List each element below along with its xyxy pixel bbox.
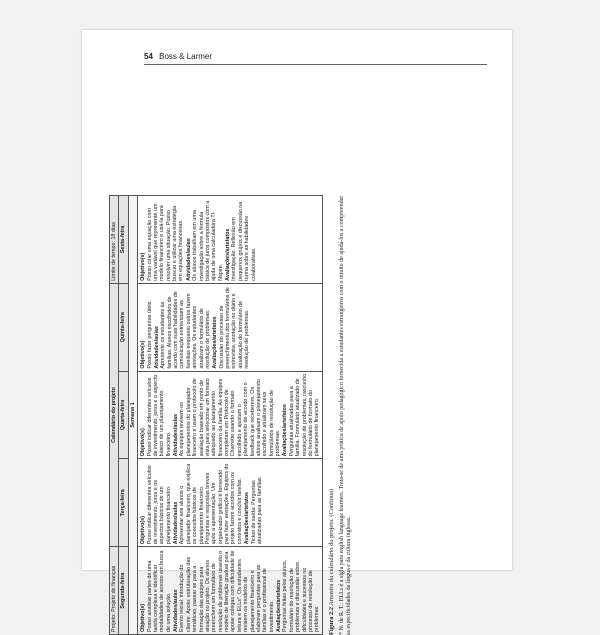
assessments-label: Avaliações/artefatos [282,404,289,457]
figure-caption [328,195,335,635]
day-header: Quarta-feira [119,371,128,459]
objectives-label: Objetivo(s) [140,340,147,369]
activities-label: Atividades/aulas [173,501,179,545]
day-header: Segunda-feira [119,547,128,635]
day-cell-monday [138,547,323,635]
footnote: * N. de R. T.: ELLs é a sigla para english language learners. Trata-se de uma prática de apoio pedagógico fornecida a estudantes estrangeiros com o intuito de ajudá-los a compreender as especificidades da língua e da cultura inglesas. [338,195,353,635]
activities-text: As equipes revisem os planejamentos do planejador financeiro e usam o protocolo de avaliação baseado em ponto de vista para selecionar um formato adequado ao planejamento financeiro da família. As equipes completam um Protocolo de Charrette usando o formato escolhido e ajustam o planejamento de acordo com o feedback que receberem. Os alunos analisam o planejamento escolhido e atualizam seus formulários de resolução de problemas. [179,378,281,457]
figure-caption-text: Amostra do calendário do projeto. (Continua) [327,488,335,606]
day-header: Terça-feira [119,459,128,547]
objectives-text: Posso indicar diferentes veículos de investimento, juros e o aspecto básico de um planejamento financeiro. [146,374,172,457]
week-label: Semana 1 [128,196,137,635]
book-page [82,30,512,635]
assessments-label: Avaliações/artefatos [276,579,282,632]
assessments-label: Avaliações/artefatos [244,491,251,545]
running-header [144,52,212,61]
activities-label: Atividades/aulas [173,589,179,632]
project-calendar-table [109,195,323,635]
objectives-label: Objetivo(s) [140,252,147,281]
objectives-text: Posso fazer perguntas úteis. [146,300,153,369]
day-cell-wednesday [138,371,323,459]
day-cell-thursday [138,283,323,371]
activities-label: Atividades/aulas [173,413,179,457]
figure-label: Figura 2.2 [327,606,335,635]
calendar-title-cell: Calendário do projeto [110,283,119,546]
assessments-text: Perguntas atualizadas para a família. Formulário atualizado de resolução de problemas, rascunho do formulário de formato do planejamento financeiro. [288,373,321,457]
assessments-label: Avaliações/artefatos [212,316,219,369]
objectives-label: Objetivo(s) [140,603,147,632]
activities-text: Apresente os estudantes às famílias. Alunos escolhidos de acordo com suas habilidades de comunicação entrevistam as famílias enquanto outros fazem anotações. Os estudantes atualizam o formulário de resolução de problemas. [160,291,211,369]
table-row [138,196,323,635]
assessments-label: Avaliações/artefatos [225,228,231,281]
day-header: Quinta-feira [119,283,128,371]
rotated-figure [109,195,429,635]
project-title-cell: Projeto: Projeto de finanças [110,547,119,635]
header-rule [144,64,487,65]
activities-text: Os alunos trabalham em uma investigação sobre a fórmula básica de juros compostos com a ajuda de uma calculadora TI-Nspire. [192,200,224,281]
assessments-text: Perguntas feitas pelos alunos, formulário de resolução de problemas e discussão sobre dificuldades e sucessos no processo de resolução de problemas. [282,559,321,632]
day-cell-friday [138,196,323,284]
assessments-text: Investigação. Reflexão em pequenos grupos e discussão na turma sobre as habilidades colaborativas. [231,201,257,281]
objectives-label: Objetivo(s) [140,428,147,457]
activities-label: Atividades/aulas [185,238,192,281]
day-header: Sexta-feira [119,196,128,284]
assessments-text: Ticket de saída. Perguntas atualizadas para as famílias. [250,475,263,545]
activities-text: Evento inicial: introdução do cliente. Apoio: estruturação das temáticas, passar se para a formação das equipes para atuação no projeto. Os alunos preenchem um formulário de resolução de problemas usando o modelo de liberação gradual para apoiar colegas com dificuldade de leitura e ELLs*. Os estudantes revisem os modelos de planejamento financeiro e elaboram perguntas para as famílias e o profissional de investimento. [179,550,275,632]
objectives-label: Objetivo(s) [140,516,147,545]
running-header-author: Boss & Larmer [159,52,213,61]
activities-label: Atividades/aulas [153,326,160,369]
assessments-text: Discussão do processo de preenchimento dos formulários de entrevista, anotação no diário e atualização do formulário de resolução de problemas. [218,287,251,369]
day-cell-tuesday [138,459,323,547]
activities-text: Apresentar aos alunos o planejador financeiro, que explica os conceitos básicos de planejamento financeiro. Perguntas e respostas breves após a apresentação. Um organizador gráfico é fornecido para fazer anotações. Equipes do projeto fazem acordos com os contratos e concluir tarefas. [179,463,243,545]
objectives-text: Posso criar uma equação com uma variável que represente um modelo financeiro e usá-la para resolver uma situação. Posso buscar e utilizar uma estratégia em equações financeiras. [146,203,185,281]
objectives-text: Posso indicar diferentes veículos de investimento, juros e os aspectos básicos de um planejamento financeiro. [146,465,172,545]
time-limit-cell: Limite de tempo: 18 dias [110,196,119,284]
objectives-text: Posso analisar partes de uma tarefa complexa e identificar modalidades de acesso em busca de uma solução. [146,550,172,632]
page-number: 54 [144,52,153,61]
